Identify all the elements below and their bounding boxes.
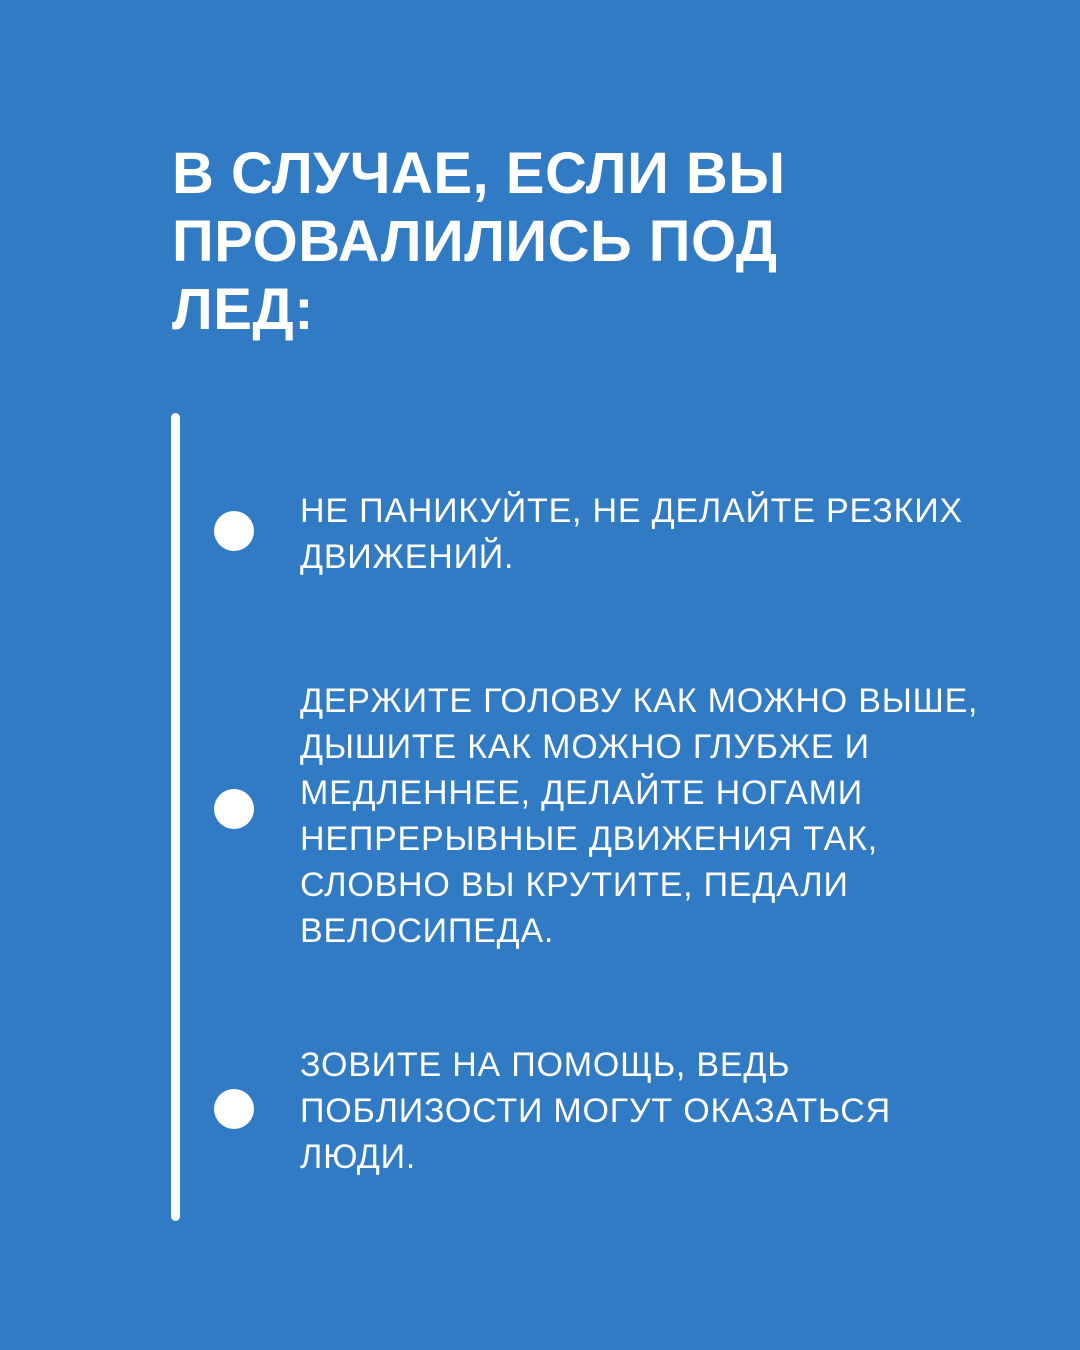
list-item-3-text: ЗОВИТЕ НА ПОМОЩЬ, ВЕДЬ ПОБЛИЗОСТИ МОГУТ ОКАЗАТЬСЯ ЛЮДИ. <box>300 1046 891 1176</box>
bullet-dot-3 <box>214 1089 254 1129</box>
page-title: В СЛУЧАЕ, ЕСЛИ ВЫ ПРОВАЛИЛИСЬ ПОД ЛЕД: <box>172 141 786 342</box>
list-item-1-text: НЕ ПАНИКУЙТЕ, НЕ ДЕЛАЙТЕ РЕЗКИХ ДВИЖЕНИЙ. <box>300 492 963 576</box>
timeline-line <box>171 413 180 1221</box>
bullet-dot-1 <box>214 511 254 551</box>
list-item-2-text: ДЕРЖИТЕ ГОЛОВУ КАК МОЖНО ВЫШЕ, ДЫШИТЕ КАК МОЖНО ГЛУБЖЕ И МЕДЛЕННЕЕ, ДЕЛАЙТЕ НОГАМИ НЕПРЕРЫВНЫЕ ДВИЖЕНИЯ ТАК, СЛОВНО ВЫ КРУТИТЕ, ПЕДАЛИ ВЕЛОСИПЕДА. <box>300 682 979 950</box>
bullet-dot-2 <box>214 789 254 829</box>
